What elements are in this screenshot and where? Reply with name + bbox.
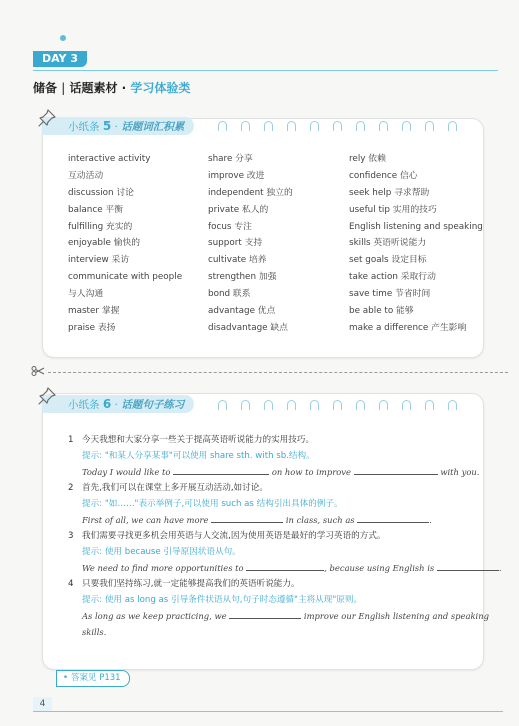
exercise-chinese: 首先,我们可以在课堂上多开展互动活动,如讨论。: [82, 483, 268, 493]
vocab-item: English listening and speaking: [349, 221, 483, 232]
answer-blank[interactable]: [357, 513, 429, 523]
vocab-item: praise 表扬: [68, 322, 116, 333]
vocab-item: focus 专注: [208, 221, 252, 232]
hint-label: 提示:: [82, 595, 103, 605]
hint-text: "如……"表示举例子,可以使用 such as 结构引出具体的例子。: [104, 499, 343, 509]
vocab-item: advantage 优点: [208, 306, 276, 317]
vocab-column-3: [349, 151, 499, 337]
exercise-chinese: 我们需要寻找更多机会用英语与人交流,因为使用英语是最好的学习英语的方式。: [82, 531, 386, 541]
vocab-item: rely 依赖: [349, 154, 386, 164]
vocab-item: improve 改进: [208, 170, 265, 181]
answer-blank[interactable]: [229, 609, 301, 619]
english-prompt: on how to improve: [271, 467, 351, 477]
english-prompt: We need to find more opportunities to: [82, 563, 244, 573]
vocab-item: set goals 设定目标: [349, 255, 427, 266]
bullet-dot: •: [63, 673, 69, 683]
hint-text: "和某人分享某事"可以使用 share sth. with sb.结构。: [104, 451, 315, 461]
day-badge: DAY 3: [33, 51, 87, 67]
exercise-number: 2: [68, 483, 74, 493]
english-prompt: Today I would like to: [82, 467, 171, 477]
title-part1: 储备: [33, 81, 58, 95]
english-prompt: , because using English is: [324, 563, 435, 573]
vocab-item: support 支持: [208, 238, 263, 249]
answer-blank[interactable]: [354, 465, 438, 475]
vocab-item: communicate with people: [68, 272, 183, 283]
vocab-item: master 掌握: [68, 306, 120, 317]
exercise-list: [68, 432, 502, 640]
tab-number: 6: [102, 397, 112, 411]
title-dot: ·: [121, 81, 127, 95]
title-separator: |: [61, 81, 66, 95]
tab-number: 5: [102, 119, 112, 133]
exercise-number: 1: [68, 435, 74, 445]
header-rule: [33, 70, 498, 71]
vocab-item: discussion 讨论: [68, 187, 134, 198]
vocab-item: confidence 信心: [349, 170, 418, 181]
vocab-column-2: [208, 151, 358, 337]
tab-title: 话题词汇积累: [121, 121, 185, 133]
vocab-item: seek help 寻求帮助: [349, 187, 430, 198]
exercise-item: [68, 576, 489, 640]
vocab-item: balance 平衡: [68, 204, 124, 215]
exercise-chinese: 今天我想和大家分享一些关于提高英语听说能力的实用技巧。: [82, 435, 315, 445]
exercise-number: 4: [68, 579, 74, 589]
title-part2: 话题素材: [69, 81, 118, 95]
hint-label: 提示:: [82, 451, 103, 461]
english-prompt: First of all, we can have more: [82, 515, 209, 525]
tab-dot: ·: [114, 121, 118, 133]
vocab-item: disadvantage 缺点: [208, 322, 288, 333]
answer-blank[interactable]: [246, 561, 324, 571]
tab-dot: ·: [114, 399, 118, 411]
english-prompt: improve our English listening and speaking: [303, 611, 489, 621]
vocab-item: fulfilling 充实的: [68, 221, 133, 232]
vocab-item: make a difference 产生影响: [349, 322, 467, 333]
cut-line: [48, 372, 508, 373]
english-prompt: with you.: [440, 467, 480, 477]
english-prompt: .: [498, 563, 502, 573]
footer-rule: [33, 711, 503, 712]
exercise-item: [68, 528, 502, 576]
english-prompt: in class, such as: [285, 515, 355, 525]
decorative-dot: [60, 35, 66, 41]
hint-text: 使用 because 引导原因状语从句。: [104, 547, 241, 557]
vocab-item: interview 采访: [68, 255, 130, 266]
tab-prefix: 小纸条: [68, 399, 100, 411]
answer-reference: [56, 670, 130, 687]
vocab-column-1: [68, 151, 218, 337]
exercise-number: 3: [68, 531, 74, 541]
english-prompt: .: [429, 515, 432, 525]
english-prompt: skills.: [82, 627, 107, 637]
exercise-chinese: 只要我们坚持练习,就一定能够提高我们的英语听说能力。: [82, 579, 300, 589]
page-title: [33, 79, 190, 96]
vocab-item: interactive activity: [68, 154, 151, 164]
vocab-item: independent 独立的: [208, 187, 293, 198]
vocab-item: strengthen 加强: [208, 272, 277, 283]
page-number: 4: [33, 697, 52, 712]
vocab-tab: [42, 117, 194, 135]
sentence-tab: [42, 395, 194, 413]
vocab-item: skills 英语听说能力: [349, 238, 427, 249]
hint-label: 提示:: [82, 499, 103, 509]
binder-rings: [218, 121, 457, 133]
vocab-item: share 分享: [208, 154, 253, 164]
vocab-item: 与人沟通: [68, 289, 104, 300]
vocab-item: private 私人的: [208, 204, 269, 215]
answer-blank[interactable]: [211, 513, 283, 523]
vocab-item: cultivate 培养: [208, 255, 267, 266]
vocab-item: useful tip 实用的技巧: [349, 204, 437, 215]
pushpin-icon: [37, 108, 57, 128]
vocab-item: bond 联系: [208, 289, 251, 300]
tab-title: 话题句子练习: [121, 399, 185, 411]
english-prompt: As long as we keep practicing, we: [82, 611, 227, 621]
answer-blank[interactable]: [437, 561, 499, 571]
vocab-item: be able to 能够: [349, 306, 414, 317]
vocab-item: 互动活动: [68, 170, 104, 181]
vocab-item: take action 采取行动: [349, 272, 436, 283]
vocab-item: save time 节省时间: [349, 289, 431, 300]
answer-reference-text: 答案见 P131: [71, 673, 121, 683]
hint-text: 使用 as long as 引导条件状语从句,句子时态遵循"主将从现"原则。: [104, 595, 363, 605]
binder-rings: [218, 400, 457, 412]
exercise-item: [68, 432, 480, 480]
tab-prefix: 小纸条: [68, 121, 100, 133]
answer-blank[interactable]: [173, 465, 269, 475]
pushpin-icon: [37, 386, 57, 406]
scissors-icon: [31, 366, 45, 376]
title-part3: 学习体验类: [130, 81, 191, 95]
vocab-item: enjoyable 愉快的: [68, 238, 141, 249]
exercise-item: [68, 480, 468, 528]
hint-label: 提示:: [82, 547, 103, 557]
